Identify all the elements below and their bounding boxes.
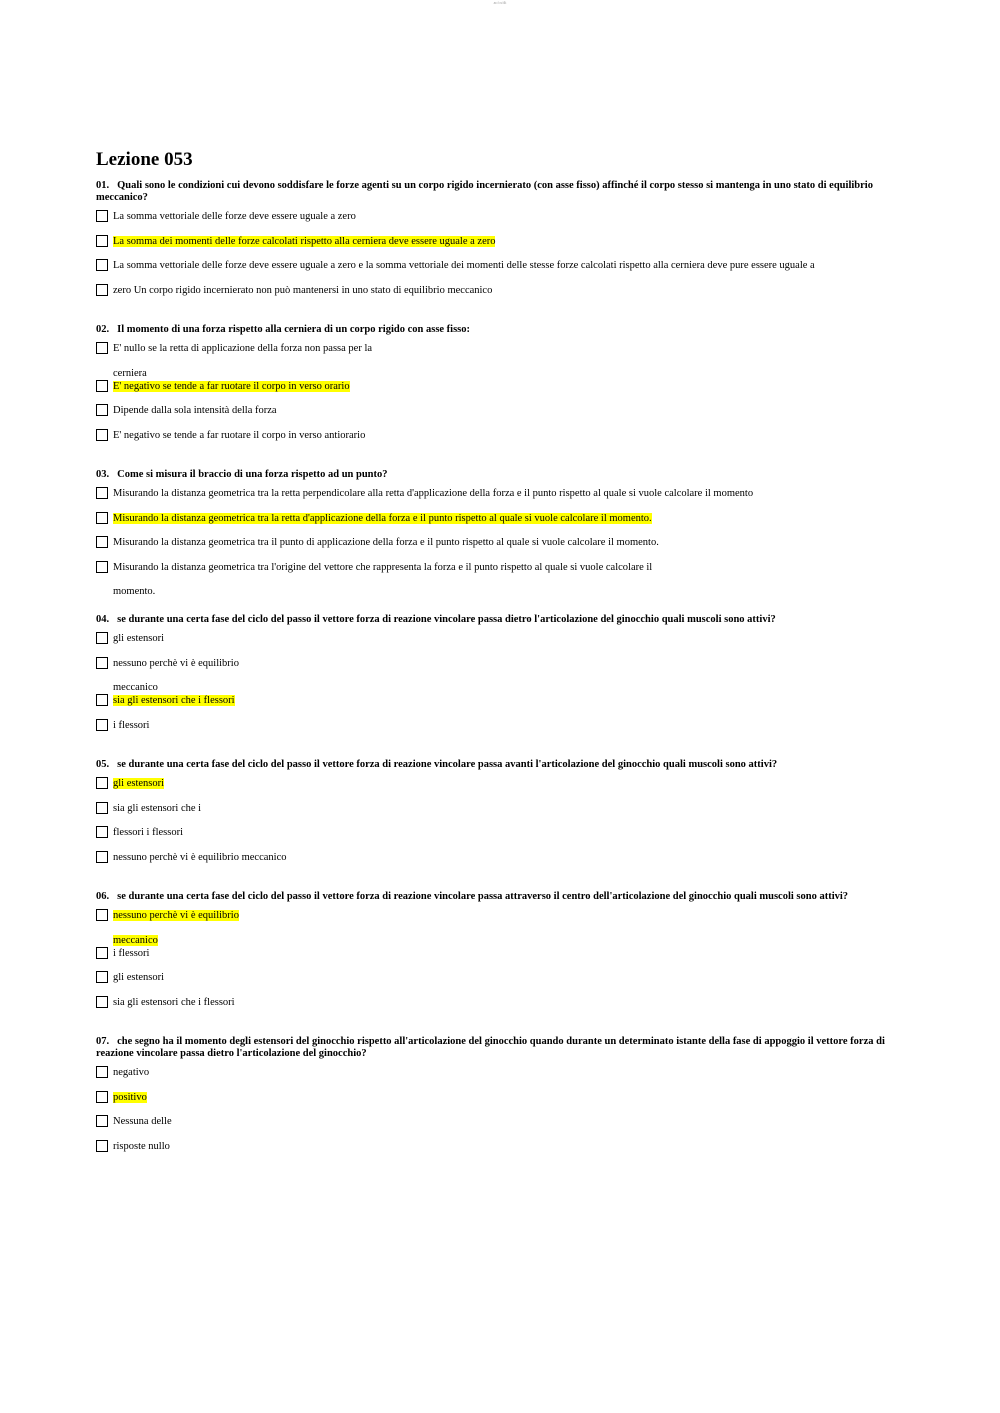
answer-option[interactable] [96,909,896,947]
answer-text-line [113,826,183,839]
answer-option[interactable] [96,1140,896,1165]
answer-checkbox[interactable] [96,536,108,548]
lesson-title: Lezione 053 [96,149,193,170]
answer-text-line [113,694,235,707]
question-prompt: che segno ha il momento degli estensori del ginocchio rispetto all'articolazione del ginocchio quando durante un determinato istante della fase di appoggio il vettore forza di reazione vincolare passa dietro l'articolazione del ginocchio? [96,1036,885,1059]
answer-checkbox[interactable] [96,235,108,247]
answer-option[interactable] [96,777,896,802]
answer-checkbox[interactable] [96,487,108,499]
answer-label [113,235,495,248]
answer-text-line [113,404,277,417]
highlighted-answer-text: La somma dei momenti delle forze calcolati rispetto alla cerniera deve essere uguale a zero [113,235,496,247]
question-text [96,1036,896,1060]
answer-text-line [113,235,495,248]
answer-text: E' nullo se la retta di applicazione della forza non passa per la [113,343,373,354]
answer-option[interactable] [96,851,896,876]
answer-checkbox[interactable] [96,512,108,524]
question-number: 05. [96,759,110,770]
question-number: 02. [96,324,110,335]
question-prompt: Il momento di una forza rispetto alla cerniera di un corpo rigido con asse fisso: [117,324,471,335]
answer-label [113,536,659,549]
question-block [96,469,896,598]
highlighted-answer-text: meccanico [113,934,158,946]
answer-checkbox[interactable] [96,1091,108,1103]
answer-label [113,561,652,599]
answer-text-line [113,380,350,393]
answer-text-line [113,996,235,1009]
answer-text-line [113,284,492,297]
question-number: 01. [96,180,110,191]
answer-text: risposte nullo [113,1140,170,1152]
answer-text-line [113,1091,147,1104]
answer-checkbox[interactable] [96,561,108,573]
answer-text-line [113,536,659,549]
answer-text: gli estensori [113,972,165,983]
answer-option[interactable] [96,235,896,260]
answer-checkbox[interactable] [96,404,108,416]
answer-option[interactable] [96,342,896,380]
answer-label [113,342,372,380]
question-block [96,891,896,1020]
answer-text-line [113,971,164,984]
answer-text: E' negativo se tende a far ruotare il corpo in verso antiorario [113,429,366,441]
answer-label [113,1115,172,1128]
answer-checkbox[interactable] [96,657,108,669]
answer-checkbox[interactable] [96,1066,108,1078]
answer-label [113,971,164,984]
answer-text-line [113,1066,149,1079]
answer-checkbox[interactable] [96,342,108,354]
answer-label [113,512,652,525]
question-block [96,614,896,743]
answer-text-line [113,851,286,864]
question-number: 06. [96,891,110,902]
answer-text-line [113,934,239,947]
question-block [96,1036,896,1164]
answer-label [113,210,356,223]
answer-label [113,657,239,695]
answer-option[interactable] [96,1115,896,1140]
answer-checkbox[interactable] [96,284,108,296]
answer-option[interactable] [96,259,896,284]
answer-option[interactable] [96,719,896,744]
answer-text: meccanico [113,682,158,693]
answer-label [113,487,753,500]
answer-text-line [113,802,201,815]
answer-text: i flessori [113,947,150,959]
question-number: 03. [96,469,110,480]
answer-text-line [113,632,164,645]
answer-checkbox[interactable] [96,429,108,441]
question-text [96,614,896,626]
answer-text: cerniera [113,367,147,379]
answer-text-line [113,512,652,525]
answer-checkbox[interactable] [96,826,108,838]
answer-text-line [113,367,372,380]
answer-text-line [113,1140,170,1153]
answer-option[interactable] [96,694,896,719]
answer-text: Nessuna delle [113,1116,172,1127]
answer-checkbox[interactable] [96,851,108,863]
answer-label [113,1140,170,1153]
answer-label [113,802,201,815]
question-prompt: se durante una certa fase del ciclo del passo il vettore forza di reazione vincolare passa avanti l'articolazione del ginocchio quali muscoli sono attivi? [117,759,778,770]
answer-text-line [113,429,365,442]
question-number: 04. [96,614,110,625]
answer-option[interactable] [96,210,896,235]
highlighted-answer-text: E' negativo se tende a far ruotare il corpo in verso orario [113,380,350,392]
answer-checkbox[interactable] [96,971,108,983]
answer-text: flessori i flessori [113,827,183,838]
answer-checkbox[interactable] [96,777,108,789]
answer-checkbox[interactable] [96,947,108,959]
question-text [96,469,896,481]
answer-label [113,851,286,864]
answer-text: momento. [113,586,156,597]
answer-checkbox[interactable] [96,909,108,921]
answer-label [113,632,164,645]
answer-option[interactable] [96,657,896,695]
question-text [96,324,896,336]
answer-label [113,719,149,732]
answer-checkbox[interactable] [96,380,108,392]
answer-label [113,777,164,790]
answer-option[interactable] [96,429,896,454]
answer-label [113,380,350,393]
answer-text-line [113,342,372,355]
answer-option[interactable] [96,971,896,996]
answer-label [113,429,365,442]
answer-text: i flessori [113,719,150,731]
question-prompt: se durante una certa fase del ciclo del passo il vettore forza di reazione vincolare passa dietro l'articolazione del ginocchio quali muscoli sono attivi? [117,614,776,625]
answer-checkbox[interactable] [96,996,108,1008]
answer-text: negativo [113,1067,150,1078]
answer-text: zero Un corpo rigido incernierato non può mantenersi in uno stato di equilibrio meccanico [113,284,493,296]
page-stamp: ac/cx/dt [493,0,507,5]
answer-text-line [113,259,815,272]
answer-option[interactable] [96,487,896,512]
answer-text-line [113,585,652,598]
answer-option[interactable] [96,536,896,561]
answer-text: gli estensori [113,633,165,644]
answer-text-line [113,947,149,960]
answer-label [113,694,235,707]
answer-text-line [113,1115,172,1128]
question-list [96,180,896,1164]
answer-text-line [113,561,652,574]
answer-option[interactable] [96,1066,896,1091]
answer-label [113,284,492,297]
answer-label [113,909,239,947]
answer-text-line [113,210,356,223]
answer-text-line [113,909,239,922]
highlighted-answer-text: positivo [113,1091,147,1103]
question-prompt: se durante una certa fase del ciclo del passo il vettore forza di reazione vincolare passa attraverso il centro dell'articolazione del ginocchio quali muscoli sono attivi? [117,891,849,902]
answer-option[interactable] [96,1091,896,1116]
answer-option[interactable] [96,404,896,429]
answer-checkbox[interactable] [96,694,108,706]
answer-text-line [113,657,239,670]
question-block [96,324,896,453]
question-block [96,180,896,308]
answer-text: Dipende dalla sola intensità della forza [113,405,277,416]
answer-checkbox[interactable] [96,259,108,271]
answer-text: sia gli estensori che i flessori [113,996,235,1008]
answer-text: nessuno perchè vi è equilibrio [113,657,239,669]
answer-option[interactable] [96,561,896,599]
answer-checkbox[interactable] [96,802,108,814]
answer-label [113,996,235,1009]
answer-checkbox[interactable] [96,719,108,731]
question-text [96,180,896,204]
highlighted-answer-text: Misurando la distanza geometrica tra la retta d'applicazione della forza e il punto rispetto al quale si vuole calcolare il momento. [113,512,652,524]
document-content [96,148,896,1180]
answer-option[interactable] [96,632,896,657]
answer-checkbox[interactable] [96,1115,108,1127]
question-text [96,891,896,903]
highlighted-answer-text: sia gli estensori che i flessori [113,695,235,706]
answer-label [113,826,183,839]
answer-option[interactable] [96,826,896,851]
answer-label [113,404,277,417]
highlighted-answer-text: gli estensori [113,778,165,789]
answer-text-line [113,487,753,500]
answer-label [113,1066,149,1079]
question-number: 07. [96,1036,110,1047]
answer-option[interactable] [96,802,896,827]
answer-checkbox[interactable] [96,632,108,644]
question-text [96,759,896,771]
answer-checkbox[interactable] [96,210,108,222]
answer-text-line [113,719,149,732]
answer-text: Misurando la distanza geometrica tra la retta perpendicolare alla retta d'applicazione della forza e il punto rispetto al quale si vuole calcolare il momento [113,488,754,499]
answer-option[interactable] [96,512,896,537]
answer-text: La somma vettoriale delle forze deve essere uguale a zero [113,211,356,222]
answer-text: sia gli estensori che i [113,802,202,814]
answer-option[interactable] [96,380,896,405]
answer-label [113,1091,147,1104]
answer-label [113,947,149,960]
question-prompt: Quali sono le condizioni cui devono soddisfare le forze agenti su un corpo rigido incernierato (con asse fisso) affinché il corpo stesso si mantenga in uno stato di equilibrio meccanico? [96,180,873,203]
question-prompt: Come si misura il braccio di una forza rispetto ad un punto? [117,469,388,480]
answer-text: Misurando la distanza geometrica tra l'origine del vettore che rappresenta la forza e il punto rispetto al quale si vuole calcolare il [113,561,653,573]
answer-text: nessuno perchè vi è equilibrio meccanico [113,851,287,863]
highlighted-answer-text: nessuno perchè vi è equilibrio [113,910,239,921]
answer-text-line [113,681,239,694]
answer-text: La somma vettoriale delle forze deve essere uguale a zero e la somma vettoriale dei momenti delle stesse forze calcolati rispetto alla cerniera deve pure essere uguale a [113,260,815,271]
answer-option[interactable] [96,284,896,309]
answer-checkbox[interactable] [96,1140,108,1152]
answer-label [113,259,815,272]
answer-text-line [113,777,164,790]
answer-option[interactable] [96,947,896,972]
answer-option[interactable] [96,996,896,1021]
question-block [96,759,896,875]
answer-text: Misurando la distanza geometrica tra il punto di applicazione della forza e il punto rispetto al quale si vuole calcolare il momento. [113,537,659,548]
